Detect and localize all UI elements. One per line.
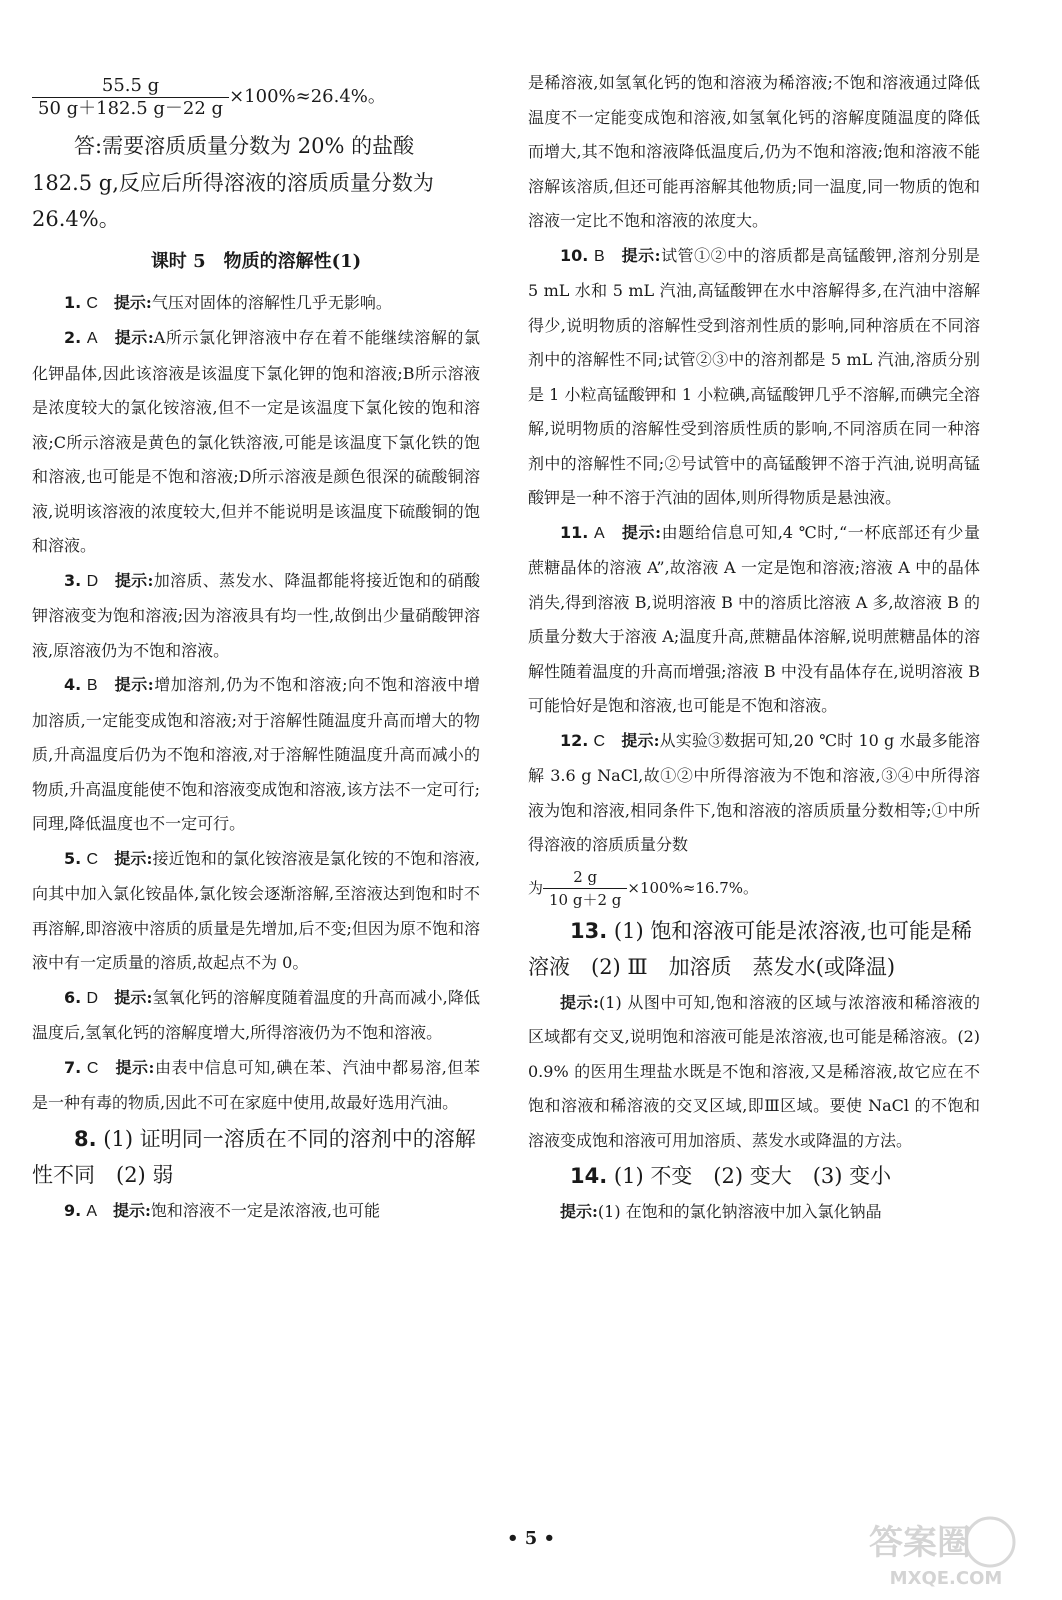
item-answer: C (86, 1059, 99, 1077)
item-number: 4. (64, 675, 82, 694)
item-answer: B (593, 247, 605, 265)
fraction-numerator: 55.5 g (32, 75, 229, 98)
watermark-url: MXQE.COM (889, 1568, 1003, 1589)
answer-item (32, 321, 480, 564)
answer-list (32, 286, 480, 1121)
hint-text: (1) 从图中可知,饱和溶液的区域与浓溶液和稀溶液的区域都有交叉,说明饱和溶液可能是浓溶液,也可能是稀溶液。(2) 0.9% 的医用生理盐水既是不饱和溶液,又是稀溶液,故它应在不饱和溶液和稀溶液的交叉区域,即Ⅲ区域。要使 NaCl 的不饱和溶液变成饱和溶液可用加溶质、蒸发水或降温的方法。 (528, 992, 980, 1150)
hint-text: 饱和溶液不一定是浓溶液,也可能 (150, 1200, 381, 1220)
item-number: 8. (74, 1126, 97, 1151)
fraction-denominator: 10 g＋2 g (549, 891, 622, 909)
item-number: 5. (64, 848, 82, 868)
item-answer: A (86, 1202, 97, 1220)
answer-item-8 (32, 1121, 480, 1194)
hint-text: 加溶质、蒸发水、降温都能将接近饱和的硝酸钾溶液变为饱和溶液;因为溶液具有均一性,故倒出少量硝酸钾溶液,原溶液仍为不饱和溶液。 (32, 570, 480, 660)
hint-text: 氢氧化钙的溶解度随着温度的升高而减小,降低温度后,氢氧化钙的溶解度增大,所得溶液仍为不饱和溶液。 (32, 987, 480, 1042)
hint-label: 提示: (621, 522, 662, 542)
hint-text: (1) 在饱和的氯化钠溶液中加入氯化钠晶 (597, 1201, 882, 1221)
item-number: 6. (64, 987, 82, 1007)
answer-item (32, 842, 480, 981)
watermark-text: 答案圈 (869, 1523, 971, 1563)
item-9-continuation: 是稀溶液,如氢氧化钙的饱和溶液为稀溶液;不饱和溶液通过降低温度不一定能变成饱和溶液,如氢氧化钙的溶解度随温度的降低而增大,其不饱和溶液降低温度后,仍为不饱和溶液;饱和溶液不能溶解该溶质,但还可能再溶解其他物质;同一温度,同一物质的饱和溶液一定比不饱和溶液的浓度大。 (528, 73, 980, 230)
hint-text: 由题给信息可知,4 ℃时,“一杯底部还有少量蔗糖晶体的溶液 A”,故溶液 A 一定是饱和溶液;溶液 A 中的晶体消失,得到溶液 B,说明溶液 B 中的溶质比溶液 A 多,故溶液 B 的质量分数大于溶液 A;温度升高,蔗糖晶体溶解,说明蔗糖晶体的溶解性随着温度的升高而增强;溶液 B 中没有晶体存在,说明溶液 B 可能恰好是饱和溶液,也可能是不饱和溶液。 (528, 522, 980, 715)
hint-label: 提示: (621, 245, 661, 265)
item-number: 9. (64, 1200, 82, 1220)
item-number: 2. (64, 328, 82, 347)
item-answer: A (594, 524, 605, 542)
page-number: • 5 • (506, 1528, 556, 1549)
fraction-numerator: 2 g (543, 866, 627, 889)
hint-text: A所示氯化钾溶液中存在着不能继续溶解的氯化钾晶体,因此该溶液是该温度下氯化钾的饱和溶液;B所示溶液是浓度较大的氯化铵溶液,但不一定是该温度下氯化铵的饱和溶液;C所示溶液是黄色的氯化铁溶液,可能是该温度下氯化铁的饱和溶液,也可能是不饱和溶液;D所示溶液是颜色很深的硫酸铜溶液,说明该溶液的浓度较大,但并不能说明是该温度下硫酸铜的饱和溶液。 (32, 328, 480, 555)
hint-label: 提示: (114, 675, 154, 694)
watermark-logo (862, 1512, 1032, 1592)
hint-13 (528, 986, 980, 1159)
answer-item (528, 724, 980, 863)
hint-label: 提示: (114, 987, 153, 1007)
item-number: 11. (560, 522, 589, 542)
hint-label: 提示: (621, 730, 660, 750)
item-text: (1) 不变 (2) 变大 (3) 变小 (613, 1164, 892, 1188)
answer-statement: 答:需要溶质质量分数为 20% 的盐酸 182.5 g,反应后所得溶液的溶质质量分数为 26.4%。 (32, 134, 434, 231)
formula-result: ×100%≈16.7%。 (627, 878, 759, 897)
item-answer: C (86, 294, 98, 312)
hint-label: 提示: (560, 1201, 598, 1221)
answer-item (32, 668, 480, 842)
hint-label: 提示: (113, 292, 152, 312)
item-text: (1) 饱和溶液可能是浓溶液,也可能是稀溶液 (2) Ⅲ 加溶质 蒸发水(或降温) (528, 918, 972, 979)
item-number: 1. (64, 292, 82, 312)
item-text: (1) 证明同一溶质在不同的溶剂中的溶解性不同 (2) 弱 (32, 1126, 476, 1187)
item-answer: C (86, 850, 98, 868)
answer-item (32, 564, 480, 669)
formula-line (32, 72, 480, 122)
formula-prefix: 为 (528, 878, 544, 897)
fraction-denominator: 50 g＋182.5 g－22 g (38, 97, 224, 119)
hint-label: 提示: (115, 1057, 155, 1077)
hint-text: 气压对固体的溶解性几乎无影响。 (151, 292, 392, 312)
formula-line-12 (528, 863, 980, 913)
item-number: 7. (64, 1057, 82, 1077)
watermark-circle (966, 1518, 1014, 1566)
fraction (32, 75, 229, 120)
answer-item (528, 516, 980, 724)
item-answer: A (86, 330, 98, 347)
item-number: 10. (560, 245, 589, 265)
hint-label: 提示: (113, 1200, 151, 1220)
answer-item-13 (528, 913, 980, 986)
hint-label: 提示: (560, 992, 600, 1012)
right-column (528, 66, 980, 1229)
answer-item (32, 286, 480, 322)
hint-14 (528, 1195, 980, 1230)
hint-label: 提示: (114, 570, 154, 590)
hint-text: 由表中信息可知,碘在苯、汽油中都易溶,但苯是一种有毒的物质,因此不可在家庭中使用,故最好选用汽油。 (32, 1057, 480, 1112)
hint-text: 从实验③数据可知,20 ℃时 10 g 水最多能溶解 3.6 g NaCl,故①②中所得溶液为不饱和溶液,③④中所得溶液为饱和溶液,相同条件下,饱和溶液的溶质质量分数相等;①中所得溶液的溶质质量分数 (528, 730, 980, 854)
formula-result: ×100%≈26.4%。 (229, 86, 386, 107)
item-answer: D (86, 572, 99, 590)
hint-text: 接近饱和的氯化铵溶液是氯化铵的不饱和溶液,向其中加入氯化铵晶体,氯化铵会逐渐溶解,至溶液达到饱和时不再溶解,即溶液中溶质的质量是先增加,后不变;但因为原不饱和溶液中有一定质量的溶质,故起点不为 0。 (32, 848, 480, 972)
item-number: 12. (560, 730, 589, 750)
item-answer: D (86, 989, 98, 1007)
answer-item (32, 1051, 480, 1121)
answer-item-9 (32, 1194, 480, 1230)
answer-item (528, 239, 980, 516)
hint-text: 增加溶剂,仍为不饱和溶液;向不饱和溶液中增加溶质,一定能变成饱和溶液;对于溶解性随温度升高而增大的物质,升高温度后仍为不饱和溶液,对于溶解性随温度升高而减小的物质,升高温度能使不饱和溶液变成饱和溶液,该方法不一定可行;同理,降低温度也不一定可行。 (32, 675, 480, 833)
section-heading: 课时 5 物质的溶解性(1) (150, 250, 362, 272)
item-number: 13. (570, 918, 608, 943)
item-answer: C (593, 732, 606, 750)
hint-text: 试管①②中的溶质都是高锰酸钾,溶剂分别是 5 mL 水和 5 mL 汽油,高锰酸钾在水中溶解得多,在汽油中溶解得少,说明物质的溶解性受到溶剂性质的影响,同种溶质在不同溶剂中的溶解性不同;试管②③中的溶剂都是 5 mL 汽油,溶质分别是 1 小粒高锰酸钾和 1 小粒碘,高锰酸钾几乎不溶解,而碘完全溶解,说明物质的溶解性受到溶质性质的影响,不同溶质在同一种溶剂中的溶解性不同;②号试管中的高锰酸钾不溶于汽油,说明高锰酸钾是一种不溶于汽油的固体,则所得物质是悬浊液。 (528, 245, 980, 507)
item-answer: B (86, 677, 98, 694)
answer-item (32, 981, 480, 1051)
hint-label: 提示: (114, 328, 154, 347)
fraction (543, 866, 627, 911)
hint-label: 提示: (114, 848, 153, 868)
item-number: 3. (64, 570, 82, 590)
left-column (32, 60, 480, 1229)
item-number: 14. (570, 1164, 608, 1188)
answer-item-14 (528, 1158, 980, 1195)
